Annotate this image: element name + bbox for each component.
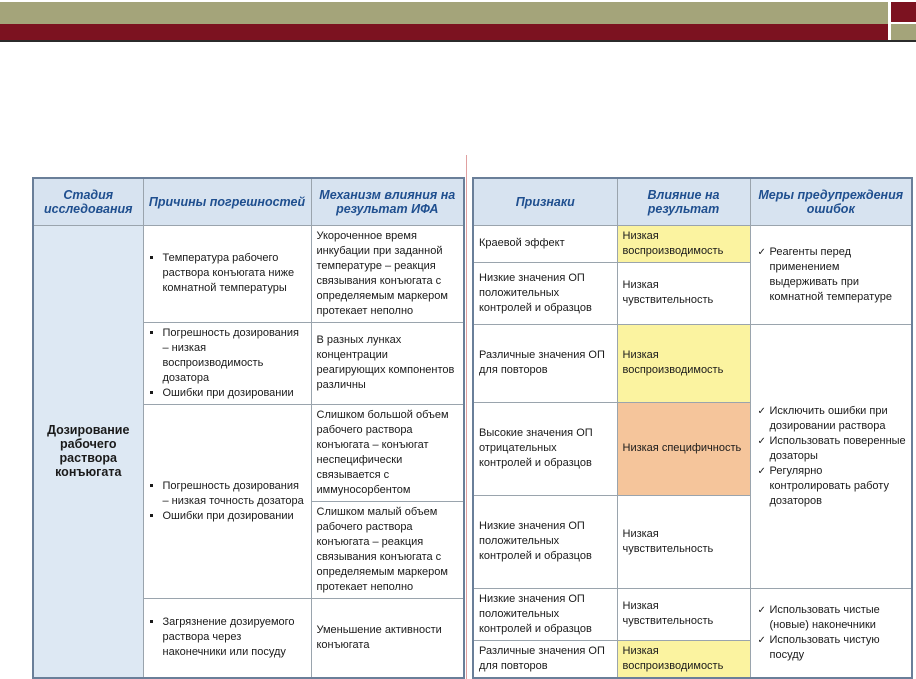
cause-cell bbox=[143, 598, 311, 678]
header-causes: Причины погрешностей bbox=[143, 178, 311, 225]
decor-band-red bbox=[0, 24, 888, 40]
header-stage: Стадия исследования bbox=[33, 178, 143, 225]
measure-item: ✓ Регулярно контролировать работу дозаторов bbox=[770, 464, 907, 509]
sign-cell: Различные значения ОП для повторов bbox=[473, 324, 617, 402]
stage-cell: Дозирование рабочего раствора конъюгата bbox=[33, 225, 143, 678]
cause-cell bbox=[143, 225, 311, 322]
decor-corner-olive bbox=[891, 24, 916, 40]
mechanism-cell: Уменьшение активности конъюгата bbox=[311, 598, 464, 678]
sign-cell: Низкие значения ОП положительных контролей и образцов bbox=[473, 495, 617, 588]
decor-corner-red bbox=[891, 2, 916, 22]
mechanism-cell: В разных лунках концентрации реагирующих компонентов различны bbox=[311, 322, 464, 404]
measure-item: ✓ Использовать поверенные дозаторы bbox=[770, 434, 907, 464]
cause-item: ▪ Загрязнение дозируемого раствора через наконечники или посуду bbox=[163, 615, 306, 660]
decor-band-olive bbox=[0, 2, 888, 24]
effect-cell: Низкая воспроизводимость bbox=[617, 640, 750, 678]
cause-cell bbox=[143, 322, 311, 404]
mechanism-cell: Слишком малый объем рабочего раствора конъюгата – реакция связывания конъюгата с определяемым маркером протекает неполно bbox=[311, 501, 464, 598]
effect-cell: Низкая чувствительность bbox=[617, 262, 750, 324]
measure-item: ✓ Исключить ошибки при дозировании раствора bbox=[770, 404, 907, 434]
mechanism-cell: Укороченное время инкубации при заданной температуре – реакция связывания конъюгата с определяемым маркером протекает неполно bbox=[311, 225, 464, 322]
causes-table bbox=[32, 177, 465, 679]
measure-item: ✓ Реагенты перед применением выдерживать при комнатной температуре bbox=[770, 245, 907, 305]
signs-table bbox=[472, 177, 913, 679]
cause-item: ▪ Погрешность дозирования – низкая точность дозатора bbox=[163, 479, 306, 509]
effect-cell: Низкая чувствительность bbox=[617, 495, 750, 588]
effect-cell: Низкая воспроизводимость bbox=[617, 324, 750, 402]
cause-item: ▪ Погрешность дозирования – низкая воспроизводимость дозатора bbox=[163, 326, 306, 386]
measure-cell bbox=[750, 225, 912, 324]
mechanism-cell: Слишком большой объем рабочего раствора конъюгата – конъюгат неспецифически связывается с иммуносорбентом bbox=[311, 404, 464, 501]
sign-cell: Различные значения ОП для повторов bbox=[473, 640, 617, 678]
header-measures: Меры предупреждения ошибок bbox=[750, 178, 912, 225]
header-effect: Влияние на результат bbox=[617, 178, 750, 225]
decor-line bbox=[0, 40, 916, 42]
effect-cell: Низкая специфичность bbox=[617, 402, 750, 495]
effect-cell: Низкая воспроизводимость bbox=[617, 225, 750, 262]
effect-cell: Низкая чувствительность bbox=[617, 588, 750, 640]
sign-cell: Низкие значения ОП положительных контролей и образцов bbox=[473, 262, 617, 324]
measure-cell bbox=[750, 324, 912, 588]
cause-item: ▪ Ошибки при дозировании bbox=[163, 509, 306, 524]
cause-item: ▪ Температура рабочего раствора конъюгата ниже комнатной температуры bbox=[163, 251, 306, 296]
sign-cell: Низкие значения ОП положительных контролей и образцов bbox=[473, 588, 617, 640]
sign-cell: Высокие значения ОП отрицательных контролей и образцов bbox=[473, 402, 617, 495]
cause-cell bbox=[143, 404, 311, 598]
sign-cell: Краевой эффект bbox=[473, 225, 617, 262]
title-bar bbox=[0, 0, 916, 40]
header-signs: Признаки bbox=[473, 178, 617, 225]
measure-item: ✓ Использовать чистые (новые) наконечники bbox=[770, 603, 907, 633]
measure-cell bbox=[750, 588, 912, 678]
header-mechanism: Механизм влияния на результат ИФА bbox=[311, 178, 464, 225]
measure-item: ✓ Использовать чистую посуду bbox=[770, 633, 907, 663]
cause-item: ▪ Ошибки при дозировании bbox=[163, 386, 306, 401]
column-divider bbox=[466, 155, 467, 679]
